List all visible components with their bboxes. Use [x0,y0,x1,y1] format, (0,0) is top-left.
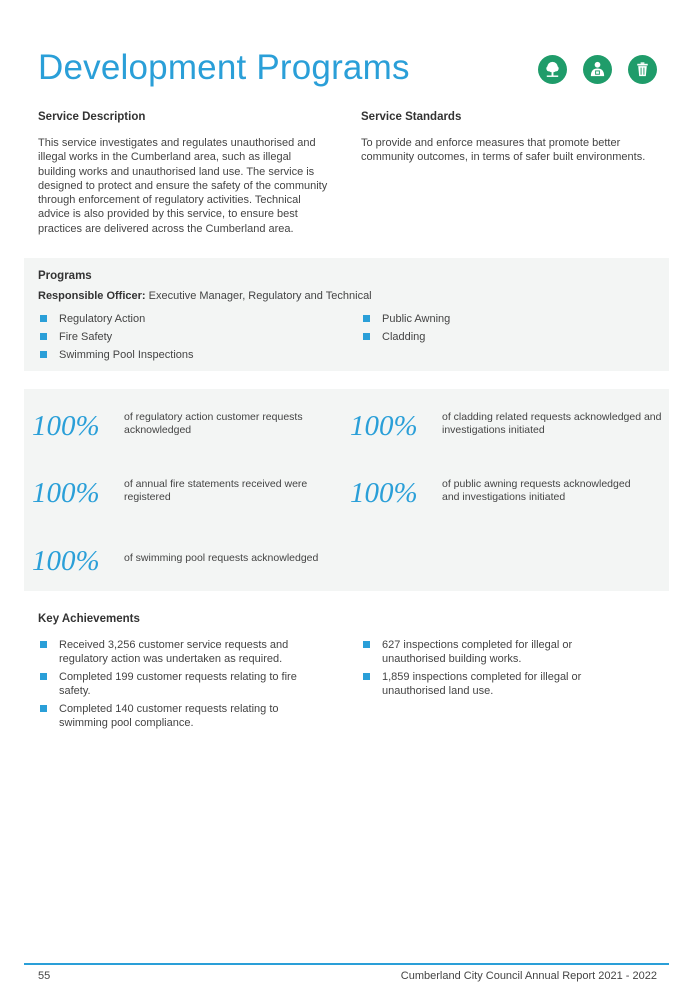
list-item: Cladding [361,330,450,344]
key-achievements-heading: Key Achievements [38,613,140,625]
list-item: Public Awning [361,312,450,326]
list-item: 1,859 inspections completed for illegal or unauthorised land use. [361,670,631,698]
person-badge-icon [583,55,612,84]
list-item: 627 inspections completed for illegal or unauthorised building works. [361,638,631,666]
achievements-list-right [361,638,631,702]
stat-description: of swimming pool requests acknowledged [124,552,319,564]
service-standards-heading: Service Standards [361,111,462,123]
stat-value: 100% [32,545,100,577]
service-standards-text: To provide and enforce measures that promote better community outcomes, in terms of safer built environments. [361,137,646,164]
tree-icon [538,55,567,84]
stats-panel [24,389,669,591]
stat-value: 100% [32,410,100,442]
stat-description: of regulatory action customer requests acknowledged [124,411,303,436]
programs-heading: Programs [38,270,92,282]
page-title: Development Programs [38,48,410,87]
stat-description: of cladding related requests acknowledged and investigations initiated [442,411,662,436]
service-standards [361,110,651,165]
stat-description: of public awning requests acknowledged and investigations initiated [442,478,631,503]
list-item: Received 3,256 customer service requests and regulatory action was undertaken as required. [38,638,328,666]
stat-value: 100% [350,477,418,509]
stat-value: 100% [350,410,418,442]
list-item: Swimming Pool Inspections [38,348,194,362]
responsible-officer-value: Executive Manager, Regulatory and Technical [148,290,372,302]
footer-divider [24,963,669,965]
service-description-text: This service investigates and regulates unauthorised and illegal works in the Cumberland area, such as illegal building works and unauthorised land use. The service is designed to protect and ensure the safety of the community through enforcement of regulatory activities. Technical advice is also provided by this service, to ensure best practices are delivered across the Cumberland area. [38,137,328,235]
programs-panel [24,258,669,371]
list-item: Fire Safety [38,330,194,344]
programs-list-left [38,312,194,366]
bin-icon [628,55,657,84]
programs-list-right [361,312,450,348]
responsible-officer [38,290,372,302]
report-title: Cumberland City Council Annual Report 2021 - 2022 [400,970,657,982]
service-description [38,110,328,236]
list-item: Completed 199 customer requests relating to fire safety. [38,670,328,698]
header-icons [538,55,657,84]
service-description-heading: Service Description [38,111,146,123]
responsible-officer-label: Responsible Officer: [38,290,146,302]
stat-description: of annual fire statements received were registered [124,478,308,503]
page-number: 55 [38,970,51,982]
stat-value: 100% [32,477,100,509]
list-item: Completed 140 customer requests relating to swimming pool compliance. [38,702,328,730]
list-item: Regulatory Action [38,312,194,326]
achievements-list-left [38,638,328,734]
